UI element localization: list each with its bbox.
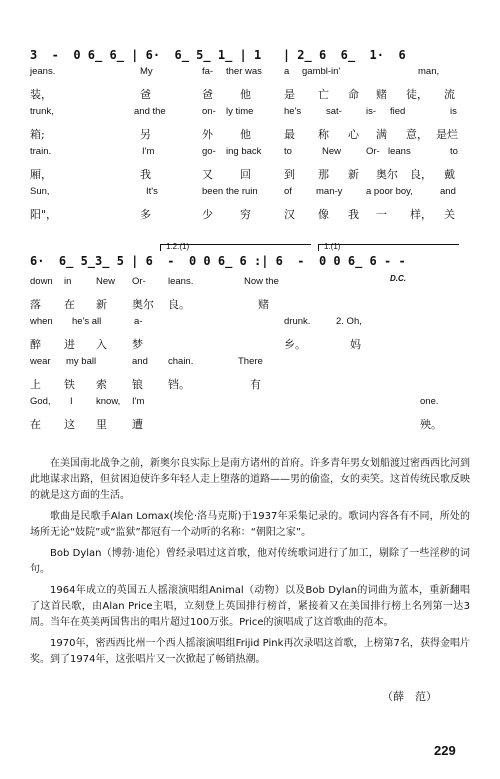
lyric-char: 爸 [202,88,213,101]
lyric-char: 进 [64,338,75,351]
lyric-char: 那 [318,168,329,181]
lyric-word: Or- [132,276,146,287]
lyric-char: 里 [96,418,107,431]
lyric-word: ly time [226,106,254,117]
lyric-char: 乡。 [284,338,306,351]
lyric-char: 在 [30,418,41,431]
lyric-char: 样， [410,208,432,221]
lyric-char: 妈 [350,338,361,351]
lyric-word: jeans. [30,66,56,77]
volta-label-2: 1.(1) [324,242,341,251]
lyric-row-zh-4 [30,206,470,226]
lyric-char: 流 [444,88,455,101]
lyric-char: 亡 [318,88,329,101]
lyric-word: man, [418,66,440,77]
notes-line-2: 6· 6̲ 5̲3̲ 5 | 6 - 0 0 6̲ 6 :| 6 - 0 0 6̲ 6 - - [30,254,406,268]
lyric-word: my ball [66,356,97,367]
lyric-word: and [132,356,148,367]
lyric-row2-en-3 [30,356,470,376]
lyric-row-zh-3 [30,166,470,186]
lyric-char: 意， [406,128,428,141]
lyric-char: 外 [202,128,213,141]
lyric-char: 他 [240,88,251,101]
lyric-row-en-2 [30,106,470,126]
lyric-char: 像 [318,208,329,221]
lyric-char: 是烂 [436,128,458,141]
lyric-word: wear [30,356,51,367]
lyric-char: 徒， [406,88,428,101]
lyric-char: 在 [64,298,75,311]
lyric-word: to [450,146,458,157]
lyric-char: 这 [64,418,75,431]
lyric-word: trunk, [30,106,54,117]
lyric-row-en-4 [30,186,470,206]
lyric-char: 又 [202,168,213,181]
lyric-word: a [284,66,290,77]
lyric-word: and [440,186,456,197]
lyric-word: a- [134,316,143,327]
lyric-char: 另 [140,128,151,141]
score-system-1 [30,48,470,226]
paragraph: 1970年，密西西比州一个西人摇滚演唱组Frijid Pink再次录唱这首歌，上榜第7名，获得金唱片奖。到了1974年，这张唱片又一次掀起了畅销热潮。 [30,638,470,665]
lyric-row2-en-1 [30,276,470,296]
lyric-row-en-3 [30,146,470,166]
lyric-word: Sun, [30,186,50,197]
lyric-char: 心 [348,128,359,141]
lyric-char: 称 [318,128,329,141]
lyric-word: Or- [366,146,380,157]
lyric-char: 铛。 [168,378,190,391]
lyric-char: 箱; [30,128,45,141]
lyric-char: 阳"， [30,208,58,221]
lyric-word: drunk. [284,316,311,327]
lyric-word: in [64,276,72,287]
lyric-word: is [450,106,457,117]
lyric-char: 梦 [132,338,143,351]
lyric-word: to [284,146,292,157]
lyric-word: leans. [168,276,194,287]
lyric-word: when [30,316,53,327]
lyric-char: 是 [284,88,295,101]
lyric-char: 索 [96,378,107,391]
dc-marking: D.C. [390,274,406,283]
lyric-char: 铁 [64,378,75,391]
lyric-char: 命 [348,88,359,101]
lyric-word: the ruin [226,186,258,197]
lyric-word: train. [30,146,52,157]
commentary-text [30,456,470,673]
lyric-word: gambl-in' [302,66,341,77]
lyric-word: ing back [226,146,262,157]
lyric-char: 良。 [168,298,190,311]
lyric-word: ther was [226,66,262,77]
lyric-char: 落 [30,298,41,311]
lyric-char: 赌 [258,298,269,311]
paragraph: 歌曲是民歌手Alan Lomax(埃伦·洛马克斯)于1937年采集记录的。歌词内容各有不同，所处的场所无论“妓院”或“监狱”都冠有一个动听的名称：“朝阳之家”。 [30,511,470,538]
lyric-word: My [140,66,153,77]
lyric-char: 他 [240,128,251,141]
lyric-word: sat- [326,106,342,117]
lyric-word: 2. Oh, [336,316,362,327]
lyric-char: 穷 [240,208,251,221]
lyric-char: 入 [96,338,107,351]
lyric-char: 关 [444,208,455,221]
lyric-char: 厢， [30,168,52,181]
lyric-word: of [284,186,292,197]
lyric-word: know, [96,396,121,407]
lyric-word: down [30,276,53,287]
lyric-word: It's [146,186,158,197]
lyric-char: 回 [240,168,251,181]
lyric-word: There [238,356,263,367]
lyric-char: 最 [284,128,295,141]
lyric-word: God, [30,396,51,407]
lyric-char: 新 [348,168,359,181]
lyric-char: 上 [30,378,41,391]
lyric-row2-zh-2 [30,336,470,356]
lyric-char: 我 [140,168,151,181]
lyric-word: on- [202,106,216,117]
lyric-word: I [70,396,73,407]
lyric-word: go- [202,146,216,157]
lyric-char: 到 [284,168,295,181]
lyric-char: 新 [96,298,107,311]
paragraph: 在美国南北战争之前，新奥尔良实际上是南方诸州的首府。许多青年男女划船渡过密西西比河到此地谋求出路，但贫困迫使许多年轻人走上堕落的道路——男的偷盗，女的卖笑。这首传统民歌反映的就是这方面的生活。 [30,458,470,501]
lyric-row2-en-4 [30,396,470,416]
paragraph: 1964年成立的英国五人摇滚演唱组Animal（动物）以及Bob Dylan的词曲为蓝本，重新翻唱了这首民歌，由Alan Price主唱，立刻登上英国排行榜首，紧接着又在美国排行榜上名列第一达3周。当年在英美两国售出的唱片超过100万张。Price的演唱成了这首歌曲的范本。 [30,585,470,628]
lyric-word: leans [388,146,411,157]
lyric-char: 装， [30,88,52,101]
lyric-char: 奥尔 [132,298,154,311]
lyric-char: 一 [376,208,387,221]
lyric-word: Now the [244,276,279,287]
lyric-char: 遭 [132,418,143,431]
lyric-word: he's [284,106,302,117]
paragraph: Bob Dylan（博勃·迪伦）曾经录唱过这首歌，他对传统歌词进行了加工，剔除了一些淫秽的词句。 [30,548,470,575]
lyric-word: I'm [132,396,145,407]
author-credit: （薛 范） [382,690,437,703]
lyric-word: fied [390,106,406,117]
lyric-char: 良， [410,168,432,181]
lyric-row-zh-2 [30,126,470,146]
lyric-word: New [322,146,342,157]
lyric-row2-en-2 [30,316,470,336]
lyric-word: and the [134,106,166,117]
lyric-row2-zh-3 [30,376,470,396]
lyric-row2-zh-1 [30,296,470,316]
lyric-word: chain. [168,356,194,367]
lyric-word: a poor boy, [366,186,413,197]
lyric-word: New [96,276,116,287]
volta-label-1: 1.2.(1) [166,242,190,251]
lyric-char: 多 [140,208,151,221]
notes-line-1: 3 - 0 6̲ 6̲ | 6· 6̲ 5̲ 1̲ | 1 | 2̲ 6 6̲ 1· 6 [30,48,406,62]
lyric-char: 戴 [444,168,455,181]
lyric-char: 爸 [140,88,151,101]
lyric-char: 满 [376,128,387,141]
lyric-row2-zh-4 [30,416,470,436]
lyric-word: I'm [142,146,155,157]
lyric-word: man-y [316,186,343,197]
lyric-row-zh-1 [30,86,470,106]
lyric-char: 殃。 [420,418,442,431]
lyric-word: been [202,186,224,197]
lyric-char: 少 [202,208,213,221]
lyric-char: 汉 [284,208,295,221]
lyric-char: 有 [250,378,261,391]
lyric-char: 锒 [132,378,143,391]
lyric-word: he's all [72,316,102,327]
lyric-word: fa- [202,66,214,77]
lyric-char: 赌 [376,88,387,101]
lyric-word: one. [420,396,439,407]
score-system-2 [30,244,470,436]
lyric-char: 醉 [30,338,41,351]
lyric-word: is- [366,106,377,117]
lyric-char: 我 [348,208,359,221]
lyric-char: 奥尔 [376,168,398,181]
page-number: 229 [434,743,456,758]
lyric-row-en-1 [30,66,470,86]
